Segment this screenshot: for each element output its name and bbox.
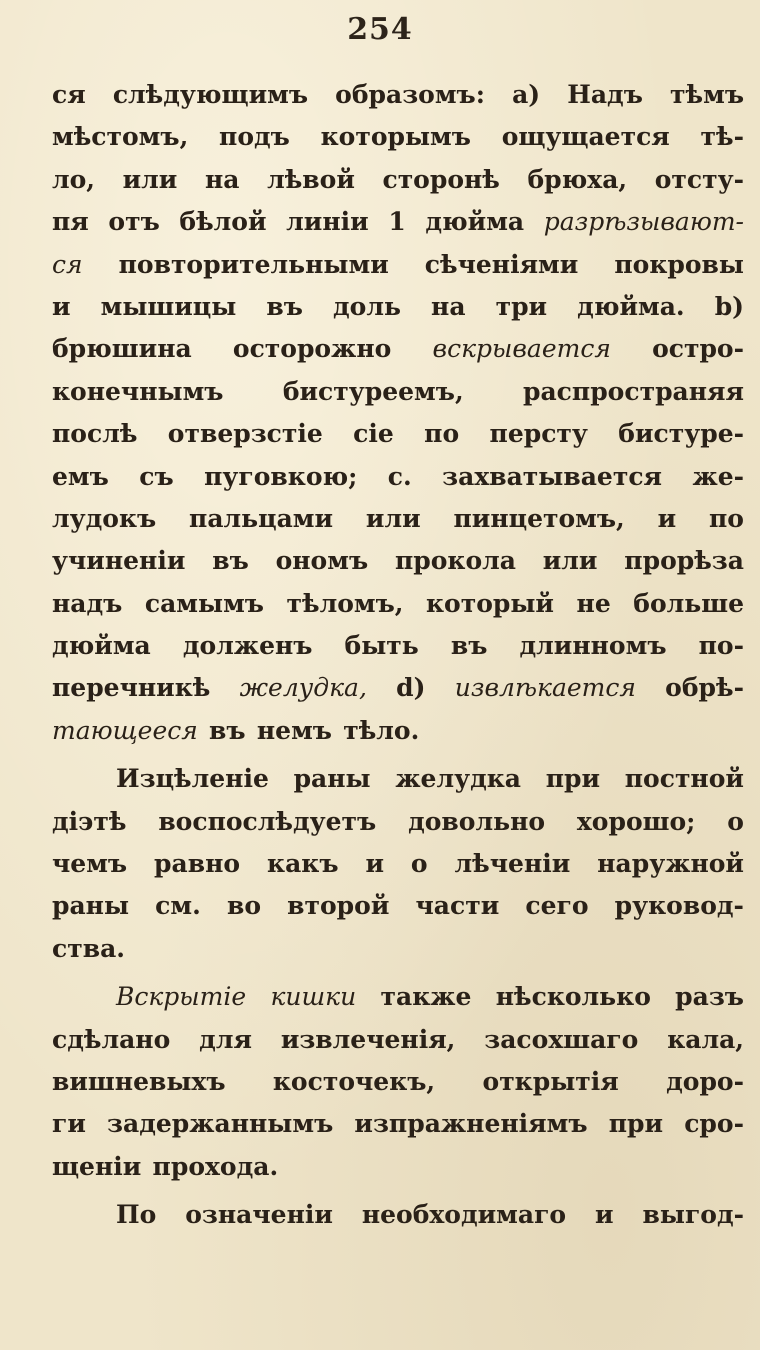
word: отверзстіе	[167, 419, 323, 449]
word: въ	[266, 291, 303, 321]
text-line	[52, 328, 744, 370]
word: остро-	[652, 334, 744, 364]
word: надъ	[52, 588, 123, 618]
word: доро-	[666, 1066, 744, 1096]
word: разрѣзывают-	[543, 207, 744, 237]
word: дюйма	[52, 631, 151, 661]
word: емъ	[52, 461, 109, 491]
word: во	[226, 891, 261, 921]
word: чемъ	[52, 849, 128, 879]
word: раны	[52, 891, 130, 921]
word: съ	[139, 461, 174, 491]
word: тающееся	[52, 715, 198, 745]
word: руковод-	[614, 891, 744, 921]
word: по	[709, 503, 744, 533]
text-line	[52, 540, 744, 582]
word: части	[415, 891, 500, 921]
word: косточекъ,	[272, 1066, 436, 1096]
word: который	[426, 588, 554, 618]
text-line	[52, 976, 744, 1018]
body-text	[52, 74, 744, 1237]
page-number: 254	[347, 12, 413, 47]
word: тѣмъ	[670, 80, 744, 109]
word: см.	[155, 891, 201, 921]
word: прохода.	[152, 1151, 279, 1181]
word: дюйма.	[577, 291, 685, 321]
word: при	[545, 764, 601, 794]
word: b)	[714, 291, 744, 321]
text-line	[52, 710, 744, 752]
text-line	[52, 413, 744, 455]
word: послѣ	[52, 419, 138, 449]
word: и	[52, 291, 71, 321]
word: и	[365, 849, 384, 879]
word: щеніи	[52, 1151, 142, 1181]
word: открытія	[482, 1066, 619, 1096]
word: быть	[344, 631, 419, 661]
text-line	[52, 583, 744, 625]
word: Надъ	[567, 80, 643, 109]
word: кала,	[667, 1024, 744, 1054]
word: о	[410, 849, 428, 879]
word: повторительными	[118, 249, 389, 279]
word: выгод-	[642, 1200, 744, 1230]
word: осторожно	[232, 334, 392, 364]
word: пальцами	[189, 503, 334, 533]
text-line	[52, 667, 744, 709]
word: немъ	[256, 715, 332, 745]
word: ло,	[52, 164, 96, 194]
word: с.	[387, 461, 412, 491]
word: конечнымъ	[52, 376, 224, 406]
word: бистуреемъ,	[282, 376, 464, 406]
text-line	[52, 758, 744, 800]
word: извлеченія,	[280, 1024, 456, 1054]
word: тѣло.	[343, 715, 420, 745]
word: три	[495, 291, 548, 321]
word: пя	[52, 207, 89, 237]
word: учиненіи	[52, 546, 186, 576]
word: желудка	[395, 764, 522, 794]
word: пинцетомъ,	[453, 503, 625, 533]
word: сего	[525, 891, 589, 921]
word: постной	[624, 764, 744, 794]
word: означеніи	[185, 1200, 333, 1230]
text-line	[52, 625, 744, 667]
word: по-	[698, 631, 744, 661]
word: же-	[692, 461, 744, 491]
word: второй	[287, 891, 390, 921]
word: также	[380, 982, 472, 1012]
word: лудокъ	[52, 503, 157, 533]
word: какъ	[267, 849, 339, 879]
word: слѣдующимъ	[112, 80, 309, 109]
word: подъ	[219, 122, 290, 152]
word: или	[122, 164, 178, 194]
word: перечникѣ	[52, 673, 211, 703]
text-line	[52, 286, 744, 328]
word: раны	[293, 764, 371, 794]
word: для	[199, 1024, 252, 1054]
word: брюха,	[527, 164, 628, 194]
text-line	[52, 244, 744, 286]
word: на	[431, 291, 466, 321]
word: брюшина	[52, 334, 192, 364]
word: d)	[396, 673, 426, 703]
word: при	[608, 1109, 664, 1139]
word: вскрывается	[432, 334, 611, 364]
word: а)	[512, 80, 541, 109]
word: образомъ:	[335, 80, 485, 109]
text-line	[52, 159, 744, 201]
word: равно	[154, 849, 241, 879]
word: прорѣза	[624, 546, 744, 576]
word: засохшаго	[484, 1024, 639, 1054]
word: ся	[52, 249, 83, 279]
word: Вскрытіе	[116, 982, 247, 1012]
text-line	[52, 801, 744, 843]
text-line	[52, 498, 744, 540]
text-line	[52, 1019, 744, 1061]
text-line	[52, 1194, 744, 1236]
text-line	[52, 1146, 744, 1188]
word: въ	[209, 715, 246, 745]
word: бѣлой	[179, 207, 267, 237]
text-line	[52, 843, 744, 885]
word: о	[727, 806, 744, 836]
word: ощущается	[501, 122, 670, 152]
word: наружной	[597, 849, 744, 879]
word: прокола	[394, 546, 516, 576]
word: довольно	[408, 806, 546, 836]
word: больше	[633, 588, 744, 618]
word: ся	[52, 80, 86, 109]
word: сѣченіями	[424, 249, 579, 279]
word: дюйма	[425, 207, 525, 237]
word: которымъ	[320, 122, 471, 152]
word: по	[424, 419, 460, 449]
word: въ	[450, 631, 488, 661]
word: лѣвой	[267, 164, 355, 194]
word: захватывается	[442, 461, 663, 491]
word: персту	[489, 419, 588, 449]
word: долженъ	[182, 631, 313, 661]
word: изпражненіямъ	[354, 1109, 588, 1139]
word: 1	[388, 207, 406, 237]
word: задержаннымъ	[107, 1109, 334, 1139]
text-line	[52, 201, 744, 243]
word: вишневыхъ	[52, 1066, 226, 1096]
text-line	[52, 116, 744, 158]
word: кишки	[270, 982, 357, 1012]
word: въ	[212, 546, 249, 576]
word: лѣченіи	[454, 849, 571, 879]
word: нѣсколько	[495, 982, 651, 1012]
word: желудка,	[239, 673, 367, 703]
word: бистуре-	[618, 419, 744, 449]
text-line	[52, 371, 744, 413]
word: извлѣкается	[454, 673, 636, 703]
word: отсту-	[654, 164, 744, 194]
text-line	[52, 456, 744, 498]
word: сро-	[684, 1109, 744, 1139]
text-line	[52, 928, 744, 970]
word: сдѣлано	[52, 1024, 171, 1054]
word: длинномъ	[519, 631, 667, 661]
word: сіе	[353, 419, 394, 449]
word: ги	[52, 1109, 86, 1139]
word: хорошо;	[576, 806, 696, 836]
word: покровы	[614, 249, 744, 279]
word: необходимаго	[361, 1200, 567, 1230]
word: Изцѣленіе	[116, 764, 269, 794]
word: и	[657, 503, 677, 533]
word: самымъ	[144, 588, 264, 618]
word: мѣстомъ,	[52, 122, 189, 152]
word: не	[576, 588, 611, 618]
word: мышицы	[100, 291, 237, 321]
word: воспослѣдуетъ	[158, 806, 377, 836]
word: ства.	[52, 933, 125, 963]
word: доль	[333, 291, 401, 321]
word: или	[365, 503, 421, 533]
text-line	[52, 885, 744, 927]
word: По	[116, 1200, 157, 1230]
text-line	[52, 74, 744, 116]
word: ономъ	[275, 546, 369, 576]
word: сторонѣ	[382, 164, 500, 194]
word: пуговкою;	[204, 461, 358, 491]
word: отъ	[108, 207, 160, 237]
word: или	[542, 546, 598, 576]
text-line	[52, 1103, 744, 1145]
word: діэтѣ	[52, 806, 127, 836]
word: линіи	[286, 207, 369, 237]
word: на	[204, 164, 240, 194]
word: и	[595, 1200, 614, 1230]
text-line	[52, 1061, 744, 1103]
word: тѣломъ,	[286, 588, 404, 618]
word: тѣ-	[700, 122, 744, 152]
word: распространяя	[523, 376, 744, 406]
word: обрѣ-	[665, 673, 744, 703]
word: разъ	[675, 982, 744, 1012]
